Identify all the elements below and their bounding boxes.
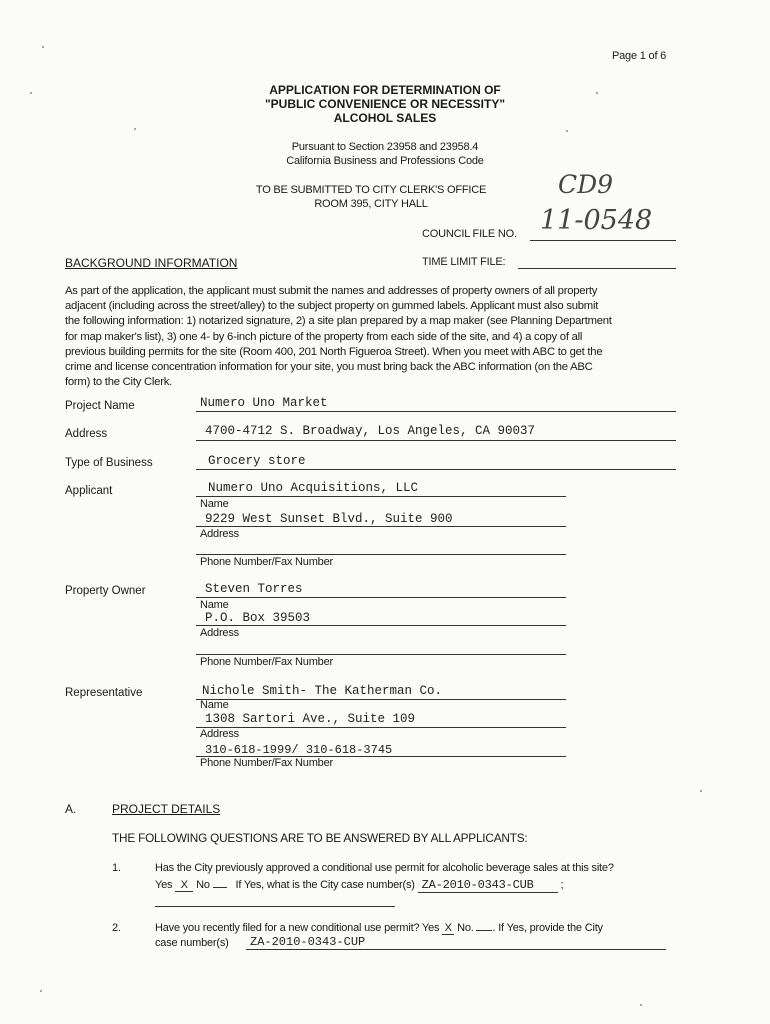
title-line-3: ALCOHOL SALES	[333, 111, 437, 125]
applicant-name-line	[196, 496, 566, 497]
owner-address-label: Address	[200, 627, 239, 639]
scan-speck	[596, 92, 598, 94]
instruction-line: form) to the City Clerk.	[65, 376, 172, 389]
representative-phone-label: Phone Number/Fax Number	[200, 757, 333, 769]
representative-name-label: Name	[200, 699, 229, 711]
council-file-label: COUNCIL FILE NO.	[422, 228, 517, 240]
question-1-no-label: No	[196, 879, 210, 891]
project-name-line	[196, 411, 676, 412]
question-1-yes-label: Yes	[155, 879, 173, 891]
representative-phone-value[interactable]: 310-618-1999/ 310-618-3745	[205, 743, 393, 757]
owner-address-line	[196, 625, 566, 626]
handwritten-district: CD9	[558, 170, 614, 199]
instruction-line: crime and license concentration information for your site, you must bring back the ABC information (on the ABC	[65, 361, 593, 374]
project-name-value[interactable]: Numero Uno Market	[200, 396, 328, 410]
scan-speck	[30, 92, 32, 94]
scan-speck	[42, 46, 44, 48]
owner-name-line	[196, 597, 566, 598]
applicant-phone-label: Phone Number/Fax Number	[200, 556, 333, 568]
address-line	[196, 440, 676, 441]
owner-name-value[interactable]: Steven Torres	[205, 582, 303, 596]
pursuant-note	[180, 140, 590, 168]
applicant-address-value[interactable]: 9229 West Sunset Blvd., Suite 900	[205, 512, 453, 526]
question-2-prompt: Have you recently filed for a new conditional use permit? Yes	[155, 922, 440, 934]
representative-address-value[interactable]: 1308 Sartori Ave., Suite 109	[205, 712, 416, 726]
question-1-answer-row	[155, 878, 685, 893]
section-a-letter: A.	[65, 802, 77, 816]
question-2-case-line	[246, 949, 666, 950]
question-1-followup: If Yes, what is the City case number(s)	[235, 879, 415, 891]
owner-name-label: Name	[200, 599, 229, 611]
question-2-case-number[interactable]: ZA-2010-0343-CUP	[250, 935, 366, 949]
question-2-yes-mark[interactable]: X	[442, 922, 454, 935]
business-type-line	[196, 469, 676, 470]
background-heading: BACKGROUND INFORMATION	[65, 256, 238, 270]
time-limit-label: TIME LIMIT FILE:	[422, 256, 506, 268]
question-2-no-label: No.	[457, 922, 474, 934]
question-1-yes-mark[interactable]: X	[175, 879, 193, 892]
address-value[interactable]: 4700-4712 S. Broadway, Los Angeles, CA 90037	[205, 424, 536, 438]
instruction-line: As part of the application, the applicant must submit the names and addresses of property owners of all property	[65, 285, 598, 297]
scan-speck	[640, 1004, 642, 1006]
applicant-phone-line	[196, 554, 566, 555]
submit-line-2: ROOM 395, CITY HALL	[314, 198, 428, 210]
representative-label: Representative	[65, 687, 143, 699]
council-file-line	[530, 240, 676, 241]
instruction-line: adjacent (including across the street/alley) to the subject property on gummed labels. Applicant must also submit	[65, 300, 599, 313]
applicant-name-value[interactable]: Numero Uno Acquisitions, LLC	[208, 481, 419, 495]
applicant-name-label: Name	[200, 498, 229, 510]
representative-name-line	[196, 699, 566, 700]
submit-note	[200, 183, 542, 211]
form-title	[180, 83, 590, 125]
question-1-text: Has the City previously approved a conditional use permit for alcoholic beverage sales at this site?	[155, 862, 614, 874]
question-1-case-number[interactable]: ZA-2010-0343-CUB	[418, 878, 558, 893]
applicant-address-label: Address	[200, 528, 239, 540]
applicant-label: Applicant	[65, 485, 113, 497]
pursuant-line-2: California Business and Professions Code	[286, 155, 484, 167]
instruction-line: previous building permits for the site (Room 400, 201 North Figueroa Street). When you meet with ABC to get the	[65, 345, 603, 358]
page-number: Page 1 of 6	[612, 50, 667, 62]
representative-name-value[interactable]: Nichole Smith- The Katherman Co.	[202, 684, 443, 698]
owner-label: Property Owner	[65, 585, 146, 597]
title-line-1: APPLICATION FOR DETERMINATION OF	[269, 83, 501, 97]
scan-speck	[566, 130, 568, 132]
instruction-line: the following information: 1) notarized signature, 2) a site plan prepared by a map maker (see Planning Department	[65, 315, 612, 328]
question-2-followup: . If Yes, provide the City	[492, 922, 603, 934]
scan-speck	[40, 990, 42, 992]
question-2-case-label: case number(s)	[155, 937, 229, 949]
scan-speck	[700, 790, 702, 792]
question-1-no-blank[interactable]	[213, 887, 227, 888]
section-a-heading: PROJECT DETAILS	[112, 802, 221, 816]
owner-phone-label: Phone Number/Fax Number	[200, 656, 333, 668]
handwritten-file-number: 11-0548	[540, 205, 653, 236]
owner-phone-line	[196, 654, 566, 655]
question-2-number: 2.	[112, 922, 121, 934]
address-label: Address	[65, 428, 108, 440]
question-2-text	[155, 922, 685, 935]
applicant-address-line	[196, 526, 566, 527]
instruction-line: for map maker's list), 3) one 4- by 6-inch picture of the property from each side of the site, and 4) a copy of all	[65, 330, 583, 343]
representative-address-label: Address	[200, 728, 239, 740]
owner-address-value[interactable]: P.O. Box 39503	[205, 611, 311, 625]
title-line-2: "PUBLIC CONVENIENCE OR NECESSITY"	[264, 97, 506, 111]
question-1-extra-line	[155, 906, 395, 907]
pursuant-line-1: Pursuant to Section 23958 and 23958.4	[291, 141, 479, 153]
scan-speck	[134, 128, 136, 130]
project-name-label: Project Name	[65, 400, 135, 412]
section-a-intro: THE FOLLOWING QUESTIONS ARE TO BE ANSWERED BY ALL APPLICANTS:	[112, 831, 528, 845]
question-1-semicolon: ;	[560, 879, 564, 891]
question-2-no-blank[interactable]	[476, 930, 492, 931]
submit-line-1: TO BE SUBMITTED TO CITY CLERK'S OFFICE	[255, 184, 487, 196]
business-type-label: Type of Business	[65, 457, 153, 469]
instructions	[65, 284, 685, 390]
business-type-value[interactable]: Grocery store	[208, 454, 306, 468]
representative-address-line	[196, 727, 566, 728]
time-limit-line	[518, 268, 676, 269]
question-1-number: 1.	[112, 862, 121, 874]
